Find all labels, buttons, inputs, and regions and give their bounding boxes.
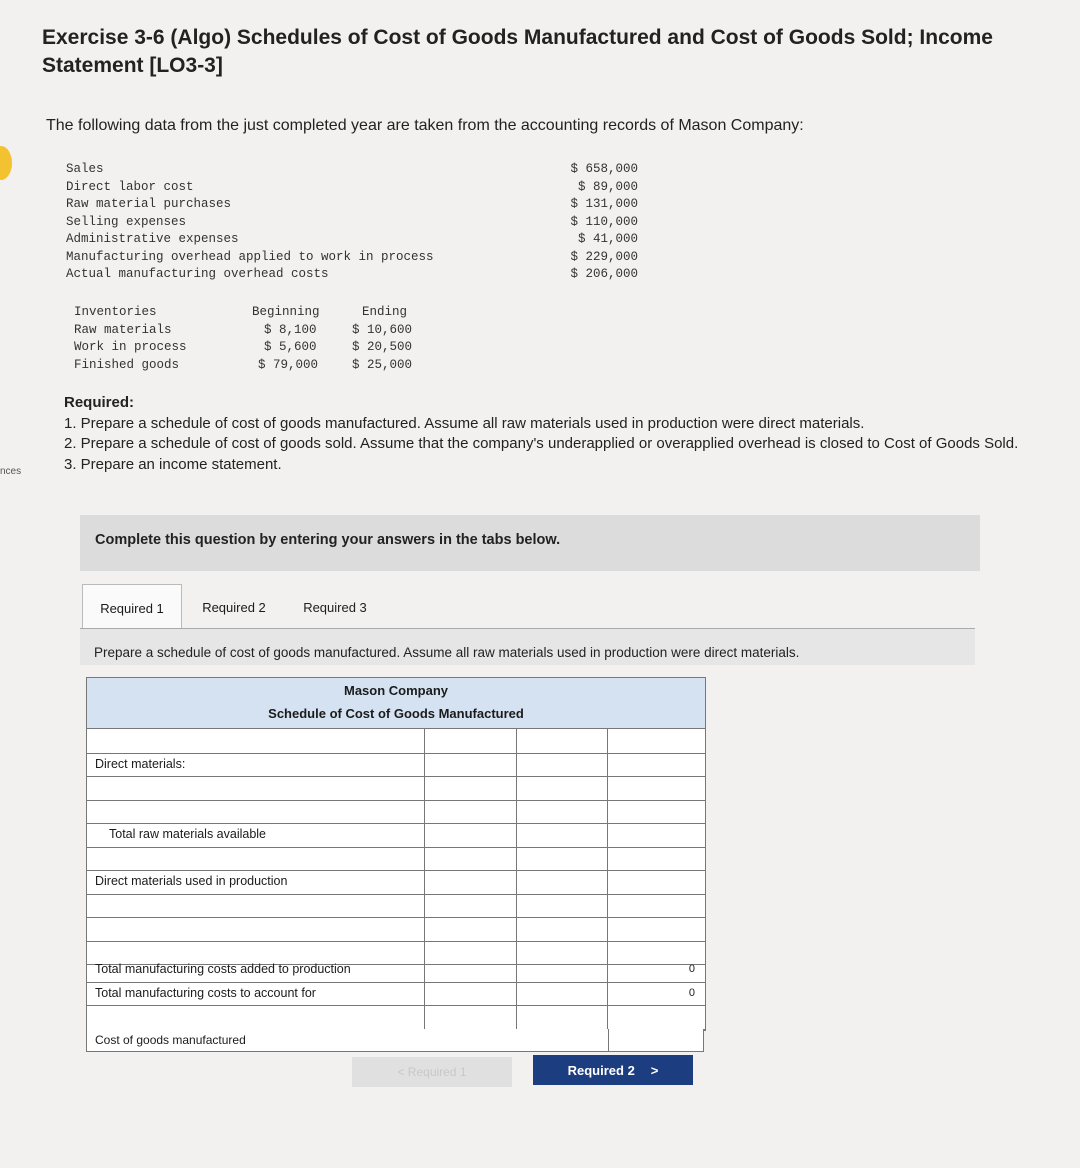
inventory-beginning: $ 5,600 — [264, 340, 317, 354]
row-label: Direct materials: — [87, 753, 425, 777]
table-row — [87, 776, 705, 801]
tab-required-2[interactable]: Required 2 — [202, 599, 266, 615]
inventory-label: Finished goods — [74, 357, 180, 372]
cogm-schedule-table — [86, 677, 706, 1031]
table-row — [87, 847, 705, 872]
row-label-input[interactable] — [87, 776, 425, 800]
tab-instruction-panel — [80, 629, 975, 665]
row-total-cell[interactable] — [608, 776, 705, 800]
data-list — [0, 162, 700, 287]
row-amount-input[interactable] — [517, 894, 608, 918]
row-amount-input[interactable] — [426, 870, 517, 894]
row-total-cell[interactable] — [608, 729, 705, 753]
row-total-cell[interactable] — [608, 870, 705, 894]
table-row — [87, 800, 705, 825]
row-amount-input[interactable] — [426, 894, 517, 918]
data-row — [66, 215, 646, 233]
data-row — [66, 232, 646, 250]
inventory-row — [74, 340, 434, 358]
cogm-final-row — [86, 1029, 704, 1052]
row-amount-input[interactable] — [426, 776, 517, 800]
tab-required-1[interactable]: Required 1 — [82, 584, 182, 631]
instruction-banner — [80, 515, 980, 571]
inventory-col-ending: Ending — [362, 305, 408, 319]
row-amount-input[interactable] — [517, 982, 608, 1006]
row-label-input[interactable] — [87, 729, 425, 753]
row-label: Total manufacturing costs to account for — [87, 982, 425, 1006]
row-label-input[interactable] — [87, 894, 425, 918]
row-amount-input[interactable] — [517, 823, 608, 847]
inventory-label: Work in process — [74, 340, 187, 354]
inventory-col-beginning: Beginning — [252, 305, 320, 319]
inventory-ending: $ 20,500 — [352, 340, 413, 354]
table-row — [87, 958, 705, 983]
data-row — [66, 180, 646, 198]
row-amount-input[interactable] — [517, 729, 608, 753]
inventory-ending: $ 10,600 — [352, 322, 413, 337]
row-amount-input[interactable] — [426, 982, 517, 1006]
row-amount-input[interactable] — [517, 958, 608, 982]
row-amount-input[interactable] — [426, 800, 517, 824]
row-label: Total raw materials available — [87, 823, 425, 847]
row-total-cell[interactable] — [608, 917, 705, 941]
required-item: 2. Prepare a schedule of cost of goods sold. Assume that the company's underapplied or overapplied overhead is closed to Cost of Goods Sold. — [64, 435, 1019, 452]
table-row — [87, 870, 705, 895]
intro-text: The following data from the just completed year are taken from the accounting records of Mason Company: — [46, 117, 804, 134]
row-amount-input[interactable] — [517, 776, 608, 800]
row-amount-input[interactable] — [426, 823, 517, 847]
inventory-beginning: $ 8,100 — [264, 322, 317, 337]
row-amount-input[interactable] — [517, 870, 608, 894]
data-value: $ 110,000 — [570, 214, 638, 229]
row-label: Cost of goods manufactured — [95, 1033, 246, 1047]
chevron-right-icon: > — [650, 1062, 659, 1078]
prev-required-button[interactable]: < Required 1 — [352, 1057, 512, 1087]
row-amount-input[interactable] — [426, 729, 517, 753]
data-value: $ 206,000 — [570, 267, 638, 281]
row-amount-input[interactable] — [426, 753, 517, 777]
row-total-cell[interactable] — [608, 894, 705, 918]
row-total-cell[interactable] — [608, 1029, 705, 1051]
side-label: nces — [0, 466, 22, 477]
required-item: 3. Prepare an income statement. — [64, 455, 282, 473]
row-label-input[interactable] — [87, 800, 425, 824]
row-total-cell[interactable] — [608, 823, 705, 847]
inventory-header — [74, 305, 434, 323]
data-label: Administrative expenses — [66, 232, 239, 246]
data-label: Raw material purchases — [66, 197, 232, 211]
row-amount-input[interactable] — [517, 1005, 608, 1029]
data-row — [66, 197, 646, 215]
inventory-ending: $ 25,000 — [352, 357, 413, 372]
schedule-company-name: Mason Company — [343, 683, 448, 698]
row-total-cell: 0 — [688, 986, 695, 999]
schedule-header — [87, 678, 705, 729]
data-label: Actual manufacturing overhead costs — [66, 267, 329, 281]
next-button-label: Required 2 — [567, 1062, 635, 1078]
row-amount-input[interactable] — [517, 800, 608, 824]
schedule-title: Schedule of Cost of Goods Manufactured — [268, 706, 524, 721]
data-row — [66, 267, 646, 285]
row-total-cell[interactable] — [608, 753, 705, 777]
row-label-input[interactable] — [87, 847, 425, 871]
row-amount-input[interactable] — [517, 753, 608, 777]
row-label: Direct materials used in production — [87, 870, 425, 894]
inventory-header-label: Inventories — [74, 305, 157, 319]
required-item: 1. Prepare a schedule of cost of goods manufactured. Assume all raw materials used in production were direct materials. — [64, 414, 865, 432]
inventory-label: Raw materials — [74, 322, 172, 337]
inventory-row — [74, 358, 434, 376]
data-label: Sales — [66, 162, 104, 176]
inventory-row — [74, 323, 434, 341]
next-required-button[interactable] — [533, 1055, 693, 1085]
row-total-cell: 0 — [688, 963, 695, 975]
row-amount-input[interactable] — [426, 958, 517, 982]
tab-required-3[interactable]: Required 3 — [303, 599, 367, 615]
page-title: Exercise 3-6 (Algo) Schedules of Cost of Goods Manufactured and Cost of Goods Sold; Income Statement [LO3-3] — [42, 26, 993, 77]
table-row — [87, 917, 705, 942]
row-amount-input[interactable] — [426, 917, 517, 941]
data-value: $ 41,000 — [577, 232, 638, 246]
row-label-input[interactable] — [87, 1005, 425, 1029]
row-amount-input[interactable] — [426, 1005, 517, 1029]
inventory-table — [0, 305, 450, 377]
tab-instruction-text: Prepare a schedule of cost of goods manufactured. Assume all raw materials used in production were direct materials. — [94, 645, 800, 660]
required-heading: Required: — [64, 394, 135, 411]
table-row — [87, 1005, 705, 1030]
data-row — [66, 162, 646, 180]
row-amount-input[interactable] — [517, 917, 608, 941]
row-total-cell[interactable] — [608, 847, 705, 871]
data-label: Manufacturing overhead applied to work in process — [66, 249, 434, 264]
table-row — [87, 982, 705, 1007]
data-value: $ 89,000 — [577, 179, 638, 194]
data-value: $ 131,000 — [570, 197, 638, 211]
table-row — [87, 823, 705, 848]
table-row — [87, 753, 705, 778]
row-total-cell[interactable] — [608, 800, 705, 824]
required-section — [64, 393, 1064, 475]
data-value: $ 229,000 — [570, 249, 638, 264]
data-row — [66, 250, 646, 268]
inventory-beginning: $ 79,000 — [258, 357, 319, 372]
data-label: Direct labor cost — [66, 179, 194, 194]
row-label: Total manufacturing costs added to production — [87, 958, 425, 982]
table-row — [87, 894, 705, 919]
data-label: Selling expenses — [66, 214, 187, 229]
row-total-cell[interactable] — [608, 1005, 705, 1029]
row-label-input[interactable] — [87, 917, 425, 941]
instruction-banner-text: Complete this question by entering your answers in the tabs below. — [95, 532, 561, 548]
row-amount-input[interactable] — [426, 847, 517, 871]
row-amount-input[interactable] — [517, 847, 608, 871]
table-row — [87, 729, 705, 754]
data-value: $ 658,000 — [570, 162, 638, 176]
